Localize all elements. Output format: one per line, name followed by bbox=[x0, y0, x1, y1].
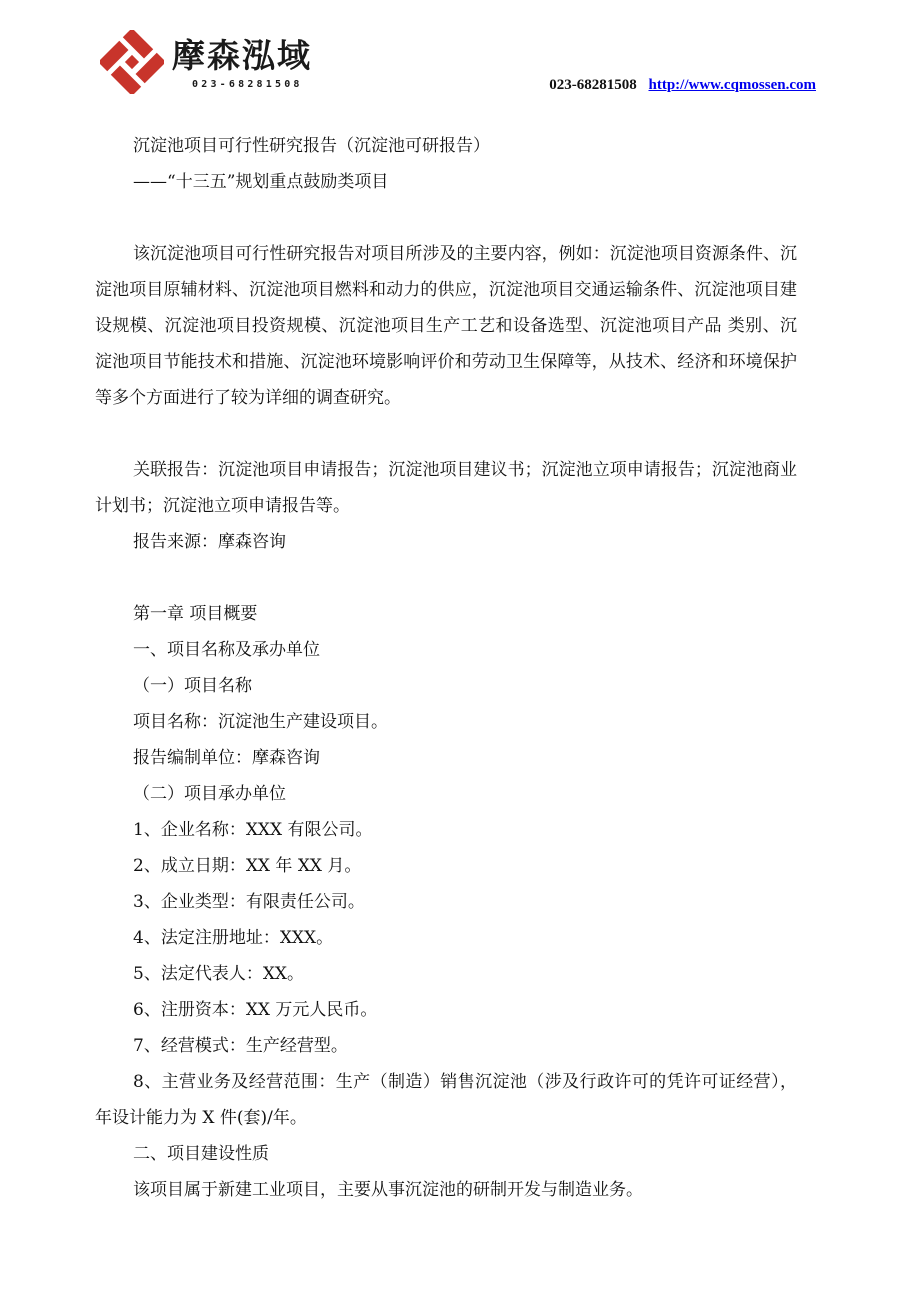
report-title: 沉淀池项目可行性研究报告（沉淀池可研报告） bbox=[133, 136, 490, 156]
list-item: 2、成立日期：XX 年 XX 月。 bbox=[133, 856, 362, 876]
intro-paragraph: 该沉淀池项目可行性研究报告对项目所涉及的主要内容，例如：沉淀池项目资源条件、沉淀池项目原辅材料、沉淀池项目燃料和动力的供应，沉淀池项目交通运输条件、沉淀池项目建设规模、沉淀池项目投资规模、沉淀池项目生产工艺和设备选型、沉淀池项目产品 类别、沉淀池项目节能技术和措施、沉淀池环境影响评价和劳动卫生保障等，从技术、经济和环境保护等多个方面进行了较为详细的调查研究。 bbox=[95, 244, 797, 408]
related-reports: 关联报告：沉淀池项目申请报告；沉淀池项目建议书；沉淀池立项申请报告；沉淀池商业计划书；沉淀池立项申请报告等。 bbox=[95, 460, 797, 516]
company-logo-icon bbox=[100, 30, 164, 94]
document-body bbox=[95, 128, 833, 1208]
list-item: 3、企业类型：有限责任公司。 bbox=[133, 892, 365, 912]
header-phone: 023-68281508 bbox=[549, 77, 637, 93]
website-link[interactable]: http://www.cqmossen.com bbox=[648, 77, 816, 93]
subsection-heading: （二）项目承办单位 bbox=[133, 784, 286, 804]
section-heading: 二、项目建设性质 bbox=[133, 1144, 269, 1164]
section-heading: 一、项目名称及承办单位 bbox=[133, 640, 320, 660]
page-header bbox=[0, 0, 920, 110]
report-compiler: 报告编制单位：摩森咨询 bbox=[133, 748, 320, 768]
list-item: 4、法定注册地址：XXX。 bbox=[133, 928, 334, 948]
header-contact bbox=[549, 77, 816, 94]
list-item: 5、法定代表人：XX。 bbox=[133, 964, 305, 984]
logo-company-name: 摩森泓域 bbox=[172, 36, 312, 75]
report-subtitle: ——“十三五”规划重点鼓励类项目 bbox=[133, 172, 389, 192]
project-nature: 该项目属于新建工业项目，主要从事沉淀池的研制开发与制造业务。 bbox=[133, 1180, 643, 1200]
list-item: 8、主营业务及经营范围：生产（制造）销售沉淀池（涉及行政许可的凭许可证经营），年设计能力为 X 件(套)/年。 bbox=[95, 1072, 797, 1128]
list-item: 1、企业名称：XXX 有限公司。 bbox=[133, 820, 373, 840]
logo-phone: 023-68281508 bbox=[192, 79, 303, 90]
report-source: 报告来源：摩森咨询 bbox=[133, 532, 286, 552]
project-name: 项目名称：沉淀池生产建设项目。 bbox=[133, 712, 388, 732]
list-item: 7、经营模式：生产经营型。 bbox=[133, 1036, 348, 1056]
chapter-title: 第一章 项目概要 bbox=[133, 604, 258, 624]
list-item: 6、注册资本：XX 万元人民币。 bbox=[133, 1000, 378, 1020]
subsection-heading: （一）项目名称 bbox=[133, 676, 252, 696]
